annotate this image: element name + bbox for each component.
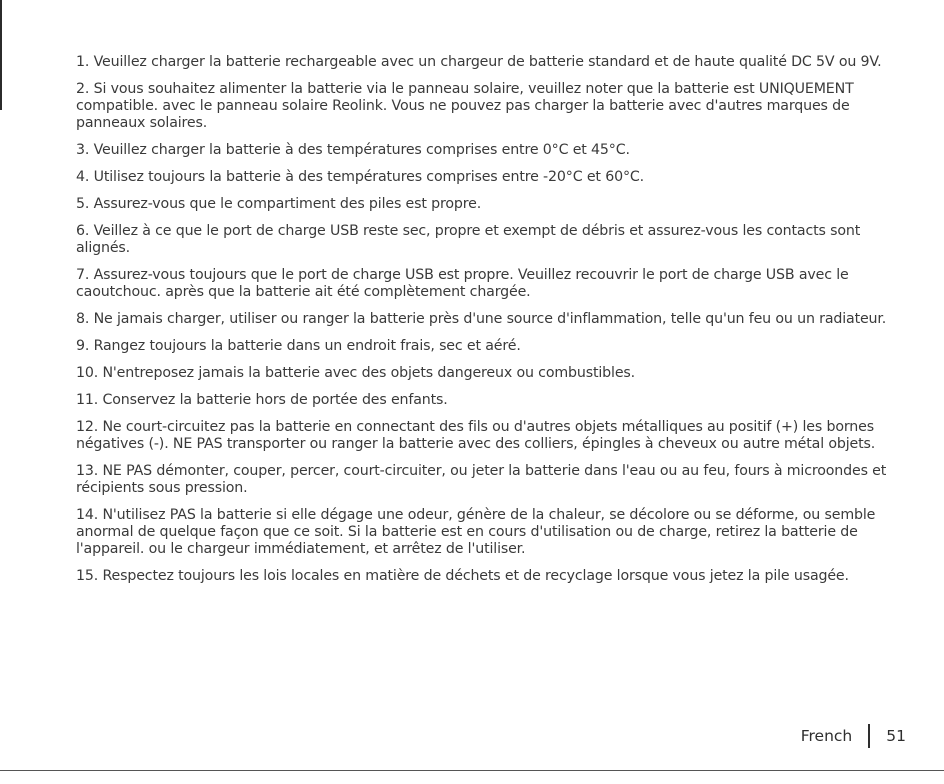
page-footer xyxy=(801,724,906,748)
instruction-item: 15. Respectez toujours les lois locales en matière de déchets et de recyclage lorsque vous jetez la pile usagée. xyxy=(76,568,849,584)
left-edge-mark xyxy=(0,0,2,110)
safety-instructions-list xyxy=(76,54,888,595)
instruction-item: 3. Veuillez charger la batterie à des températures comprises entre 0°C et 45°C. xyxy=(76,142,630,158)
instruction-item: 13. NE PAS démonter, couper, percer, court-circuiter, ou jeter la batterie dans l'eau ou au feu, fours à microondes et récipients sous pression. xyxy=(76,463,887,496)
bottom-rule xyxy=(0,770,944,771)
instruction-item: 14. N'utilisez PAS la batterie si elle dégage une odeur, génère de la chaleur, se décolore ou se déforme, ou semble anormal de quelque façon que ce soit. Si la batterie est en cours d'utilisation ou de charge, retirez la batterie de l'appareil. ou le chargeur immédiatement, et arrêtez de l'utiliser. xyxy=(76,507,876,557)
footer-divider xyxy=(868,724,870,748)
page-number: 51 xyxy=(886,727,906,745)
instruction-item: 9. Rangez toujours la batterie dans un endroit frais, sec et aéré. xyxy=(76,338,521,354)
instruction-item: 5. Assurez-vous que le compartiment des piles est propre. xyxy=(76,196,482,212)
instruction-item: 7. Assurez-vous toujours que le port de charge USB est propre. Veuillez recouvrir le port de charge USB avec le caoutchouc. après que la batterie ait été complètement chargée. xyxy=(76,267,849,300)
instruction-item: 12. Ne court-circuitez pas la batterie en connectant des fils ou d'autres objets métalliques au positif (+) les bornes négatives (-). NE PAS transporter ou ranger la batterie avec des colliers, épingles à cheveux ou autre métal objets. xyxy=(76,419,876,452)
instruction-item: 8. Ne jamais charger, utiliser ou ranger la batterie près d'une source d'inflammation, telle qu'un feu ou un radiateur. xyxy=(76,311,887,327)
footer-language: French xyxy=(800,727,853,745)
instruction-item: 6. Veillez à ce que le port de charge USB reste sec, propre et exempt de débris et assurez-vous les contacts sont alignés. xyxy=(76,223,861,256)
instruction-item: 4. Utilisez toujours la batterie à des températures comprises entre -20°C et 60°C. xyxy=(76,169,645,185)
instruction-item: 11. Conservez la batterie hors de portée des enfants. xyxy=(76,392,448,408)
instruction-item: 10. N'entreposez jamais la batterie avec des objets dangereux ou combustibles. xyxy=(76,365,636,381)
instruction-item: 1. Veuillez charger la batterie rechargeable avec un chargeur de batterie standard et de haute qualité DC 5V ou 9V. xyxy=(76,54,882,70)
instruction-item: 2. Si vous souhaitez alimenter la batterie via le panneau solaire, veuillez noter que la batterie est UNIQUEMENT compatible. avec le panneau solaire Reolink. Vous ne pouvez pas charger la batterie avec d'autres marques de panneaux solaires. xyxy=(76,81,854,131)
